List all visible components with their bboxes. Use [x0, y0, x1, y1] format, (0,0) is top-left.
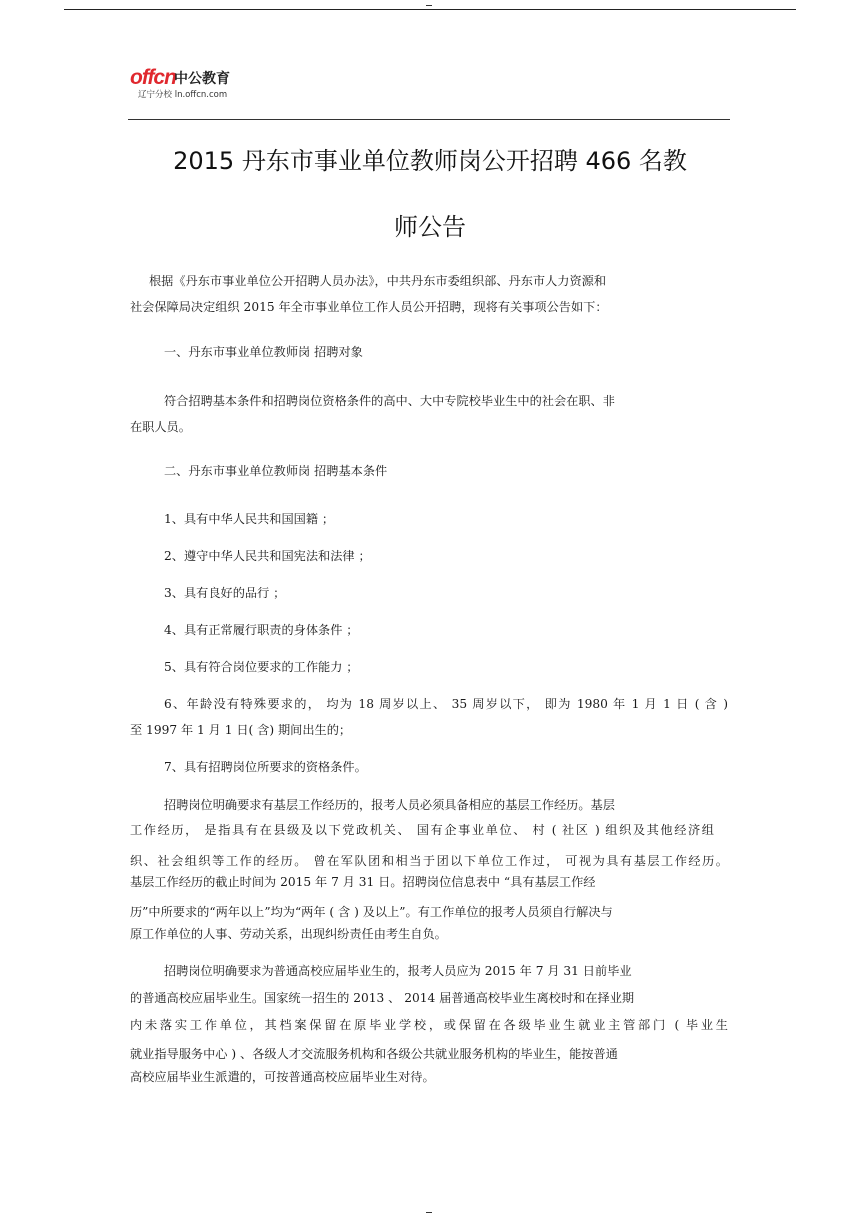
grassroots-line-6: 原工作单位的人事、劳动关系，出现纠纷责任由考生自负。: [130, 927, 447, 941]
section-1-heading: 一、丹东市事业单位教师岗 招聘对象: [164, 345, 363, 359]
condition-item-6-cont: 至 1997 年 1 月 1 日( 含) 期间出生的；: [130, 723, 352, 737]
condition-item-7: 7、具有招聘岗位所要求的资格条件。: [164, 760, 367, 774]
grassroots-line-2: 工作经历， 是指具有在县级及以下党政机关、 国有企事业单位、 村 ( 社区 ) 组织及其他经济组: [130, 823, 714, 837]
top-page-mark: [426, 5, 432, 6]
condition-item-6: 6、年龄没有特殊要求的， 均为 18 周岁以上、 35 周岁以下， 即为 1980 年 1 月 1 日 ( 含 ): [164, 697, 728, 711]
condition-item-3: 3、具有良好的品行 ；: [164, 586, 286, 600]
grassroots-line-3: 织、社会组织等工作的经历。 曾在军队团和相当于团以下单位工作过， 可视为具有基层工作经历。: [130, 854, 728, 868]
header-rule: [128, 119, 730, 120]
top-rule: [64, 9, 796, 10]
page-title-line-2: 师公告: [394, 213, 466, 241]
graduates-line-5: 高校应届毕业生派遣的，可按普通高校应届毕业生对待。: [130, 1070, 435, 1084]
logo-mark: offcn: [130, 66, 176, 89]
logo-brand: 中公教育: [174, 71, 230, 87]
section-2-heading: 二、丹东市事业单位教师岗 招聘基本条件: [164, 464, 388, 478]
graduates-line-1: 招聘岗位明确要求为普通高校应届毕业生的，报考人员应为 2015 年 7 月 31 日前毕业: [164, 964, 632, 978]
section-1-body-line-1: 符合招聘基本条件和招聘岗位资格条件的高中、大中专院校毕业生中的社会在职、非: [164, 394, 615, 408]
graduates-line-3: 内未落实工作单位，其档案保留在原毕业学校，或保留在各级毕业生就业主管部门 ( 毕业生: [130, 1018, 728, 1032]
bottom-page-mark: [426, 1212, 432, 1213]
section-1-body-line-2: 在职人员。: [130, 420, 191, 434]
condition-item-4: 4、具有正常履行职责的身体条件 ；: [164, 623, 359, 637]
grassroots-line-1: 招聘岗位明确要求有基层工作经历的，报考人员必须具备相应的基层工作经历。基层: [164, 798, 615, 812]
grassroots-line-4: 基层工作经历的截止时间为 2015 年 7 月 31 日。招聘岗位信息表中 “具有基层工作经: [130, 875, 596, 889]
offcn-logo: [130, 66, 260, 100]
intro-line-2: 社会保障局决定组织 2015 年全市事业单位工作人员公开招聘，现将有关事项公告如下：: [130, 300, 608, 314]
page-title-line-1: 2015 丹东市事业单位教师岗公开招聘 466 名教: [173, 147, 687, 175]
graduates-line-2: 的普通高校应届毕业生。国家统一招生的 2013 、 2014 届普通高校毕业生离校时和在择业期: [130, 991, 635, 1005]
logo-subtitle: 辽宁分校 ln.offcn.com: [138, 90, 228, 100]
intro-line-1: 根据《丹东市事业单位公开招聘人员办法》，中共丹东市委组织部、丹东市人力资源和: [149, 274, 607, 288]
condition-item-1: 1、具有中华人民共和国国籍 ；: [164, 512, 335, 526]
condition-item-5: 5、具有符合岗位要求的工作能力 ；: [164, 660, 359, 674]
graduates-line-4: 就业指导服务中心 ) 、各级人才交流服务机构和各级公共就业服务机构的毕业生，能按普通: [130, 1047, 618, 1061]
grassroots-line-5: 历”中所要求的“两年以上”均为“两年 ( 含 ) 及以上”。有工作单位的报考人员须自行解决与: [130, 905, 613, 919]
condition-item-2: 2、遵守中华人民共和国宪法和法律 ；: [164, 549, 371, 563]
